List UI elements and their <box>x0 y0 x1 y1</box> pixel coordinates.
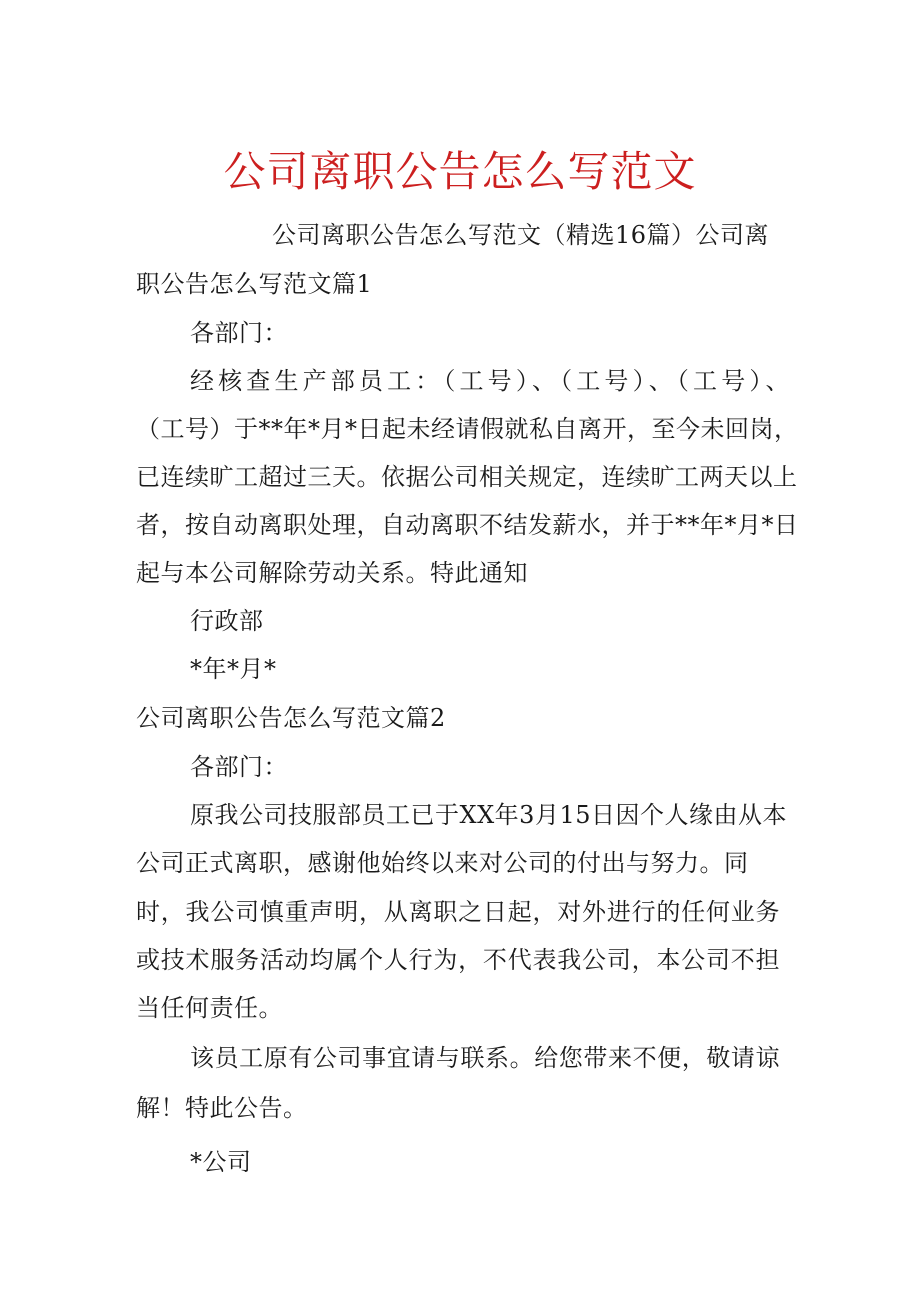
intro-line-1: 公司离职公告怎么写范文（精选16篇）公司离 <box>272 221 770 249</box>
signature-company: *公司 <box>190 1148 252 1176</box>
paragraph-1-line-3: 已连续旷工超过三天。依据公司相关规定，连续旷工两天以上 <box>136 463 798 491</box>
paragraph-1-line-2: （工号）于**年*月*日起未经请假就私自离开，至今未回岗， <box>136 415 799 443</box>
paragraph-3-line-2: 解！特此公告。 <box>136 1094 308 1122</box>
paragraph-1-line-1: 经核查生产部员工：（工号）、（工号）、（工号）、 <box>190 367 790 395</box>
signature-department: 行政部 <box>190 607 264 635</box>
salutation-1: 各部门： <box>190 319 288 347</box>
salutation-2: 各部门： <box>190 753 288 781</box>
document-title: 公司离职公告怎么写范文 <box>223 147 697 196</box>
paragraph-3-line-1: 该员工原有公司事宜请与联系。给您带来不便，敬请谅 <box>190 1044 780 1072</box>
section-2-heading: 公司离职公告怎么写范文篇2 <box>136 704 446 732</box>
paragraph-2-line-3: 时，我公司慎重声明，从离职之日起，对外进行的任何业务 <box>136 898 780 926</box>
section-1-heading: 职公告怎么写范文篇1 <box>136 270 373 298</box>
paragraph-2-line-2: 公司正式离职，感谢他始终以来对公司的付出与努力。同 <box>136 849 749 877</box>
paragraph-2-line-1: 原我公司技服部员工已于XX年3月15日因个人缘由从本 <box>190 801 787 829</box>
signature-date: *年*月* <box>190 655 277 683</box>
paragraph-1-line-4: 者，按自动离职处理，自动离职不结发薪水，并于**年*月*日 <box>136 511 799 539</box>
paragraph-1-line-5: 起与本公司解除劳动关系。特此通知 <box>136 559 528 587</box>
paragraph-2-line-4: 或技术服务活动均属个人行为，不代表我公司，本公司不担 <box>136 946 780 974</box>
paragraph-2-line-5: 当任何责任。 <box>136 994 283 1022</box>
